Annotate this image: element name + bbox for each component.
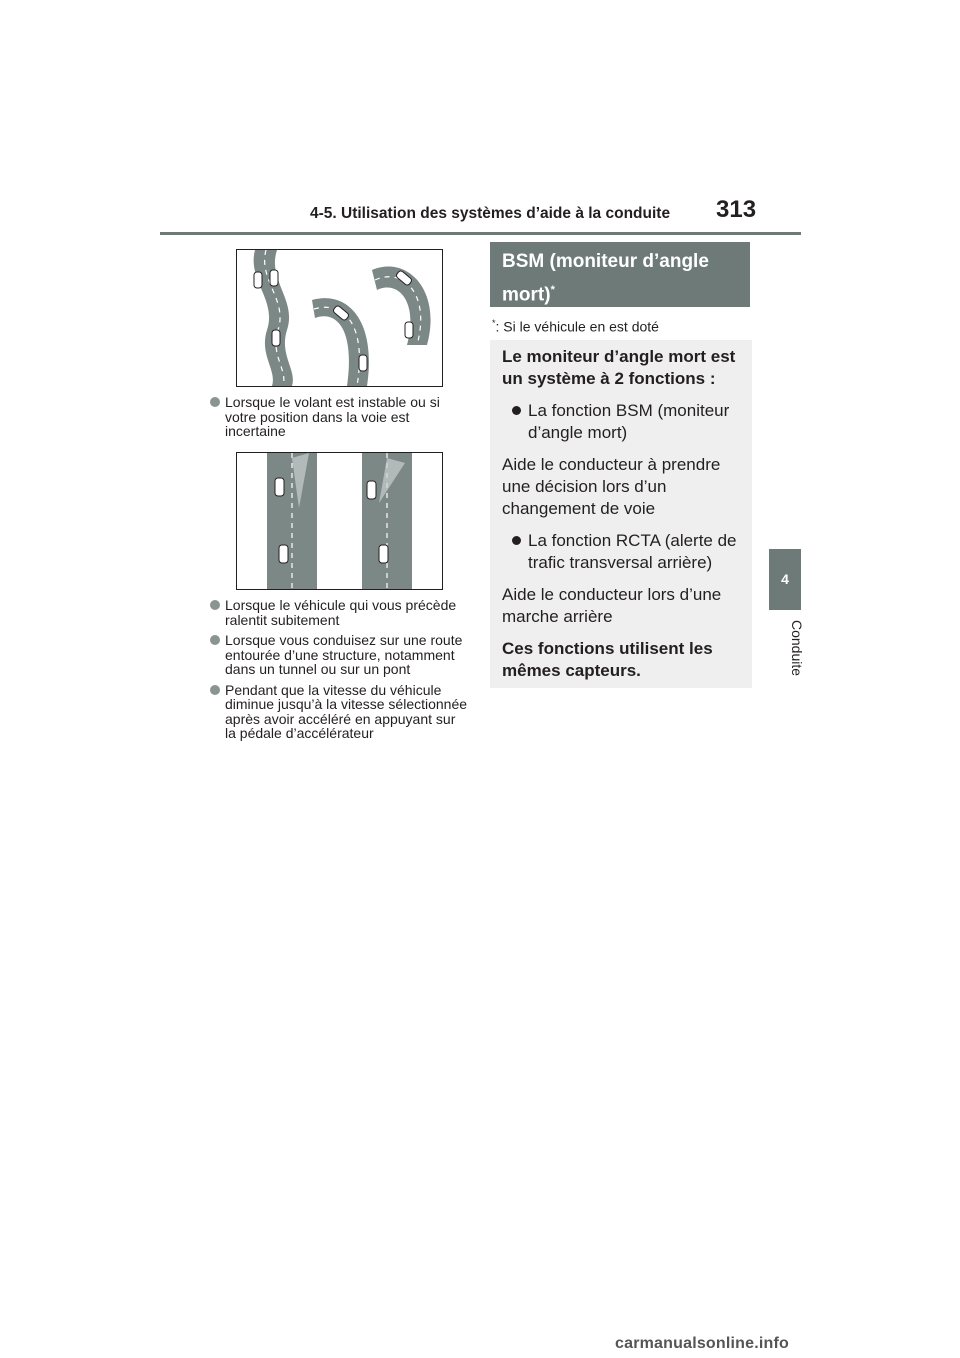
bullet-icon [210, 685, 220, 695]
section-heading: BSM (moniteur d’angle mort)* [490, 242, 750, 307]
bullet-icon [210, 600, 220, 610]
list-item: Lorsque le véhicule qui vous précède ralentit subitement [210, 598, 470, 627]
function-item-bsm: La fonction BSM (moniteur d’angle mort) [502, 400, 740, 444]
bullet-icon [512, 406, 521, 415]
function-item-rcta: La fonction RCTA (alerte de trafic transversal arrière) [502, 530, 740, 574]
bullet-icon [210, 397, 220, 407]
list-item: Pendant que la vitesse du véhicule diminue jusqu’à la vitesse sélectionnée après avoir accéléré en appuyant sur la pédale d’accélérateur [210, 683, 470, 741]
conditions-list-1 [210, 395, 470, 445]
list-item: Lorsque le volant est instable ou si votre position dans la voie est incertaine [210, 395, 470, 439]
bullet-icon [210, 635, 220, 645]
function-description-bsm: Aide le conducteur à prendre une décision lors d’un changement de voie [502, 455, 721, 518]
conditions-list-2 [210, 598, 470, 747]
watermark: carmanualsonline.info [615, 1335, 790, 1352]
footnote: *: Si le véhicule en est doté [492, 318, 659, 335]
list-item: Lorsque vous conduisez sur une route entourée d’une structure, notamment dans un tunnel ou sur un pont [210, 633, 470, 677]
function-description-rcta: Aide le conducteur lors d’une marche arrière [502, 585, 722, 626]
page-header-title: 4-5. Utilisation des systèmes d’aide à la conduite [310, 205, 671, 222]
info-intro: Le moniteur d’angle mort est un système à 2 fonctions : [502, 347, 736, 388]
chapter-label: Conduite [789, 620, 805, 677]
curved-road-illustration [236, 249, 443, 387]
bullet-icon [512, 536, 521, 545]
header-rule [160, 232, 801, 235]
info-box [490, 340, 752, 688]
chapter-tab[interactable]: 4 [769, 549, 801, 610]
page-number: 313 [716, 196, 757, 223]
straight-road-illustration [236, 452, 443, 590]
info-outro: Ces fonctions utilisent les mêmes capteurs. [502, 639, 713, 680]
